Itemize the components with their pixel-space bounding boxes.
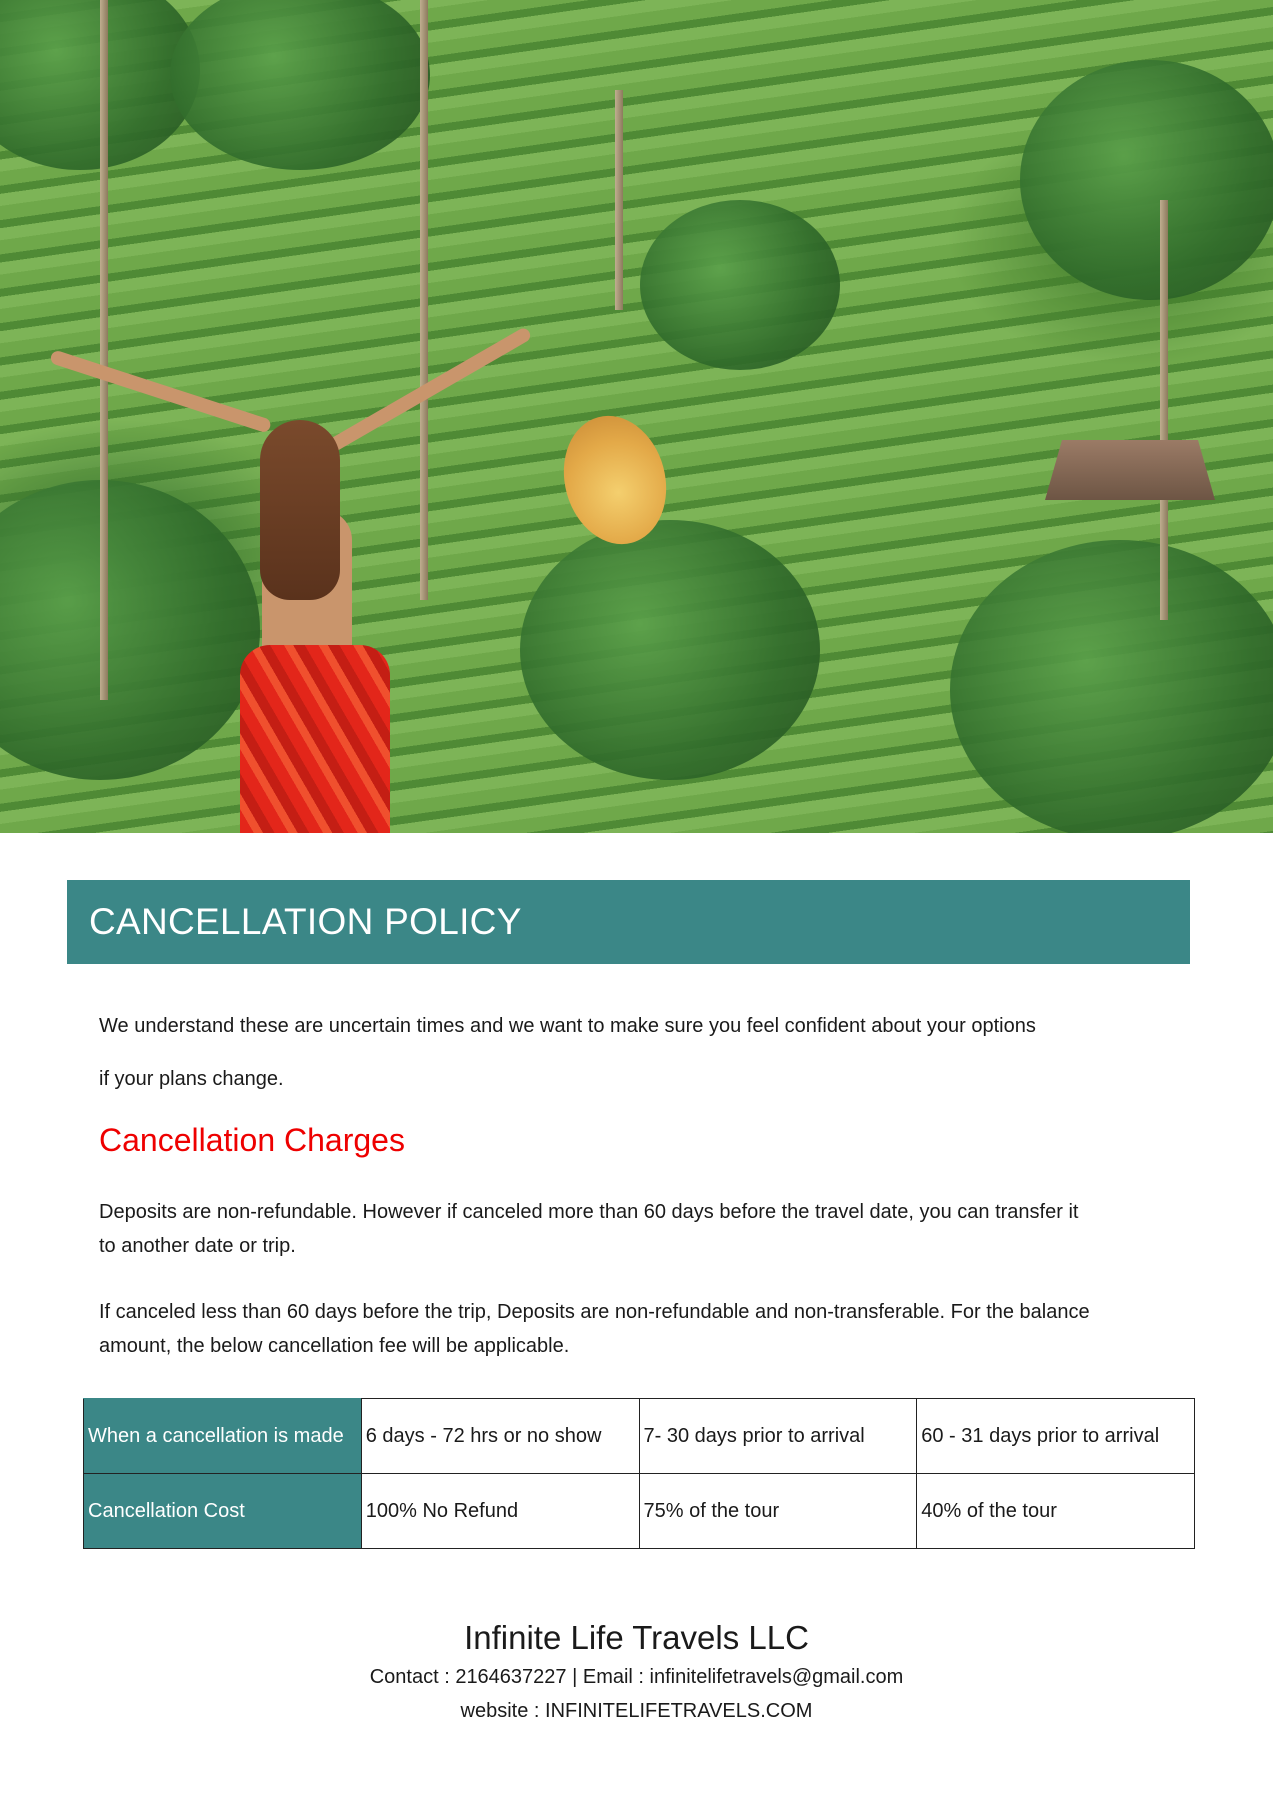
table-cell: 100% No Refund <box>361 1474 639 1549</box>
hero-trunk <box>1160 200 1168 620</box>
hero-arm <box>49 349 272 433</box>
contact-info: Contact : 2164637227 | Email : infinitelifetravels@gmail.com <box>369 1666 904 1688</box>
footer <box>0 1616 1273 1728</box>
table-row-header: Cancellation Cost <box>84 1474 362 1549</box>
deposit-paragraph: Deposits are non-refundable. However if canceled more than 60 days before the travel date, you can transfer it to another date or trip. <box>99 1201 1079 1257</box>
hero-person-hair <box>260 420 340 600</box>
table-cell: 40% of the tour <box>917 1474 1195 1549</box>
hero-trunk <box>100 0 108 700</box>
intro-text <box>99 1000 1159 1106</box>
intro-line: We understand these are uncertain times and we want to make sure you feel confident about your options <box>99 1015 1036 1037</box>
table-cell: 7- 30 days prior to arrival <box>639 1399 917 1474</box>
hero-person-skirt <box>240 645 390 833</box>
table-row <box>84 1474 1195 1549</box>
table-cell: 75% of the tour <box>639 1474 917 1549</box>
page-title: CANCELLATION POLICY <box>89 901 522 942</box>
hero-tree <box>170 0 430 170</box>
hero-banana-plant <box>520 520 820 780</box>
section-heading-cancellation-charges: Cancellation Charges <box>99 1122 405 1158</box>
website-info: website : INFINITELIFETRAVELS.COM <box>460 1700 813 1722</box>
hero-palm <box>1020 60 1273 300</box>
hero-trunk <box>615 90 623 310</box>
table-row-header: When a cancellation is made <box>84 1399 362 1474</box>
table-cell: 6 days - 72 hrs or no show <box>361 1399 639 1474</box>
hero-person <box>240 420 440 833</box>
cancellation-fee-table <box>83 1398 1195 1549</box>
balance-paragraph: If canceled less than 60 days before the trip, Deposits are non-refundable and non-transferable. For the balance amount, the below cancellation fee will be applicable. <box>99 1301 1090 1357</box>
intro-line: if your plans change. <box>99 1068 284 1090</box>
table-row <box>84 1399 1195 1474</box>
company-name: Infinite Life Travels LLC <box>464 1619 809 1656</box>
policy-title-bar <box>67 880 1190 964</box>
table-cell: 60 - 31 days prior to arrival <box>917 1399 1195 1474</box>
hero-banana-plant <box>0 480 260 780</box>
hero-hut <box>1045 440 1215 500</box>
hero-shrub <box>950 540 1273 833</box>
hero-photo <box>0 0 1273 833</box>
hero-tree <box>640 200 840 370</box>
